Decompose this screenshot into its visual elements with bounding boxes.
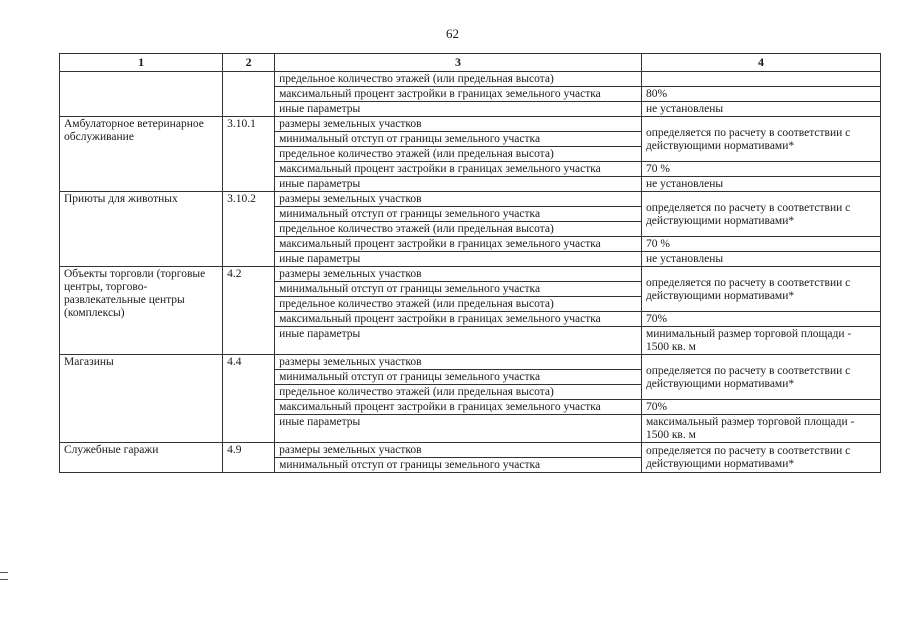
value-cell: определяется по расчету в соответствии с действующими нормативами*: [641, 267, 880, 312]
value-cell: определяется по расчету в соответствии с действующими нормативами*: [641, 355, 880, 400]
param-cell: максимальный процент застройки в границах земельного участка: [275, 400, 642, 415]
param-cell: размеры земельных участков: [275, 443, 642, 458]
code-cell: 4.9: [223, 443, 275, 473]
param-cell: иные параметры: [275, 252, 642, 267]
value-cell: 70 %: [641, 237, 880, 252]
param-cell: предельное количество этажей (или предельная высота): [275, 147, 642, 162]
param-cell: иные параметры: [275, 415, 642, 443]
param-cell: предельное количество этажей (или предельная высота): [275, 72, 642, 87]
table-row: [60, 267, 881, 282]
code-cell: 3.10.2: [223, 192, 275, 267]
param-cell: иные параметры: [275, 327, 642, 355]
param-cell: минимальный отступ от границы земельного участка: [275, 282, 642, 297]
value-cell: не установлены: [641, 102, 880, 117]
code-cell: 4.2: [223, 267, 275, 355]
param-cell: размеры земельных участков: [275, 267, 642, 282]
header-col-2: 2: [223, 54, 275, 72]
use-type-cell: Служебные гаражи: [60, 443, 223, 473]
header-row: [60, 54, 881, 72]
header-col-1: 1: [60, 54, 223, 72]
code-cell: [223, 72, 275, 117]
table-row: [60, 355, 881, 370]
value-cell: максимальный размер торговой площади - 1500 кв. м: [641, 415, 880, 443]
value-cell: определяется по расчету в соответствии с действующими нормативами*: [641, 443, 880, 473]
param-cell: минимальный отступ от границы земельного участка: [275, 207, 642, 222]
value-cell: определяется по расчету в соответствии с действующими нормативами*: [641, 117, 880, 162]
use-type-cell: [60, 72, 223, 117]
value-cell: определяется по расчету в соответствии с действующими нормативами*: [641, 192, 880, 237]
page-number: 62: [446, 26, 459, 41]
param-cell: минимальный отступ от границы земельного участка: [275, 458, 642, 473]
table-row: [60, 117, 881, 132]
param-cell: минимальный отступ от границы земельного участка: [275, 132, 642, 147]
regulations-table: [59, 53, 881, 473]
param-cell: предельное количество этажей (или предельная высота): [275, 222, 642, 237]
value-cell: минимальный размер торговой площади - 1500 кв. м: [641, 327, 880, 355]
code-cell: 3.10.1: [223, 117, 275, 192]
table-row: [60, 72, 881, 87]
param-cell: максимальный процент застройки в границах земельного участка: [275, 237, 642, 252]
value-cell: не установлены: [641, 177, 880, 192]
use-type-cell: Магазины: [60, 355, 223, 443]
value-cell: 70 %: [641, 162, 880, 177]
value-cell: 70%: [641, 312, 880, 327]
code-cell: 4.4: [223, 355, 275, 443]
param-cell: иные параметры: [275, 177, 642, 192]
param-cell: предельное количество этажей (или предельная высота): [275, 385, 642, 400]
param-cell: предельное количество этажей (или предельная высота): [275, 297, 642, 312]
margin-mark: [0, 572, 8, 573]
param-cell: иные параметры: [275, 102, 642, 117]
param-cell: максимальный процент застройки в границах земельного участка: [275, 162, 642, 177]
param-cell: минимальный отступ от границы земельного участка: [275, 370, 642, 385]
value-cell: [641, 72, 880, 87]
value-cell: не установлены: [641, 252, 880, 267]
table-row: [60, 443, 881, 458]
param-cell: максимальный процент застройки в границах земельного участка: [275, 312, 642, 327]
header-col-4: 4: [641, 54, 880, 72]
value-cell: 70%: [641, 400, 880, 415]
param-cell: размеры земельных участков: [275, 355, 642, 370]
param-cell: размеры земельных участков: [275, 117, 642, 132]
param-cell: размеры земельных участков: [275, 192, 642, 207]
value-cell: 80%: [641, 87, 880, 102]
use-type-cell: Амбулаторное ветеринарное обслуживание: [60, 117, 223, 192]
margin-mark: [0, 579, 8, 580]
param-cell: максимальный процент застройки в границах земельного участка: [275, 87, 642, 102]
table-row: [60, 192, 881, 207]
header-col-3: 3: [275, 54, 642, 72]
use-type-cell: Приюты для животных: [60, 192, 223, 267]
use-type-cell: Объекты торговли (торговые центры, торгово-развлекательные центры (комплексы): [60, 267, 223, 355]
